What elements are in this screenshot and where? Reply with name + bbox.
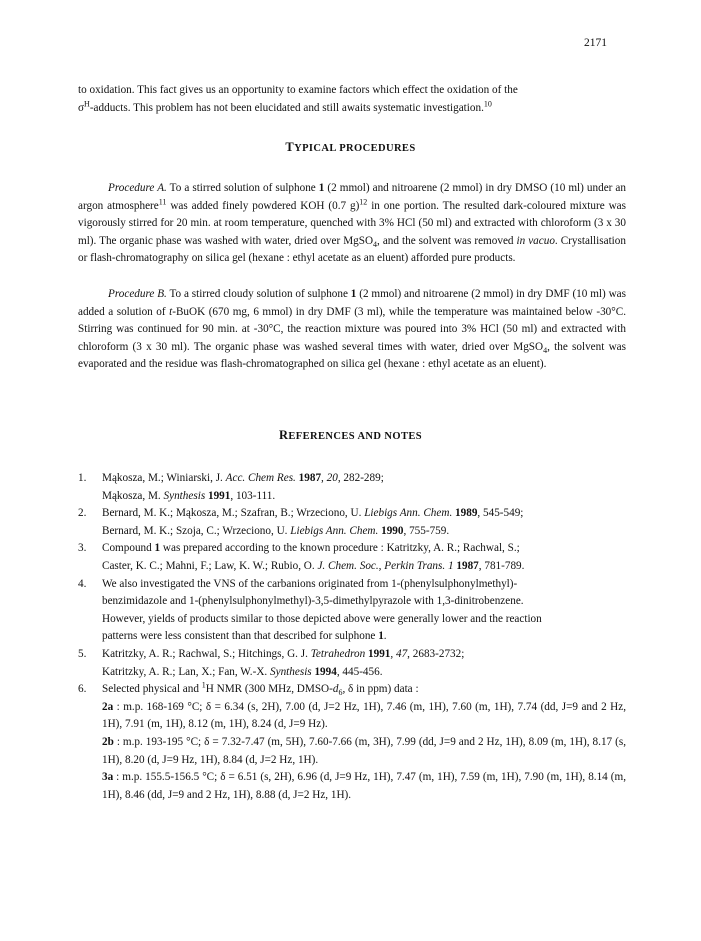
references-list — [78, 470, 626, 804]
heading-rest: EFERENCES AND NOTES — [288, 431, 423, 442]
compound-2a-data: : m.p. 168-169 °C; δ = 6.34 (s, 2H), 7.00 (d, J=2 Hz, 1H), 7.46 (m, 1H), 7.60 (m, 1H), 7.74 (dd, J=9 and 2 Hz, 1H), 7.91 (m, 1H), 8.12 (m, 1H), 8.24 (d, J=9 Hz). — [102, 700, 626, 731]
typical-procedures-heading — [0, 140, 701, 155]
ref-text: We also investigated the VNS of the carbanions originated from 1-(phenylsulphonylmethyl)- — [102, 577, 518, 590]
ref-text: patterns were less consistent than that described for sulphone — [102, 630, 379, 643]
procedure-a-text-6: . Crystallisation or flash-chromatography on silica gel (hexane : ethyl acetate as an eluent) afforded pure products. — [78, 234, 626, 265]
compound-3a-label: 3a — [102, 771, 114, 784]
ref-authors: Mąkosza, M. — [102, 489, 164, 502]
procedure-a-text-2: (2 mmol) and nitroarene (2 mmol) in dry DMSO (10 ml) under an argon atmosphere — [78, 182, 626, 212]
ref-authors: Bernard, M. K.; Mąkosza, M.; Szafran, B.; Wrzeciono, U. — [102, 507, 365, 520]
ref-text: Compound — [102, 542, 155, 555]
ref-text: H NMR (300 MHz, DMSO- — [205, 683, 333, 696]
ref-journal: J. Chem. Soc., Perkin Trans. 1 — [317, 559, 454, 572]
ref-volume: , 47 — [390, 647, 408, 660]
procedure-b-paragraph — [78, 286, 626, 374]
ref-authors: Katritzky, A. R.; Rachwal, S.; Hitchings, G. J. — [102, 647, 311, 660]
reference-item — [78, 540, 626, 575]
ref-journal: Liebigs Ann. Chem. — [364, 507, 453, 520]
intro-paragraph — [78, 82, 626, 117]
ref-journal: Liebigs Ann. Chem. — [290, 524, 379, 537]
ref-pages: , 755-759. — [403, 524, 450, 537]
procedure-b-text-2: (2 mmol) and nitroarene (2 mmol) in dry DMF (10 ml) was added a solution of — [78, 288, 626, 318]
procedure-b-text-1: To a stirred cloudy solution of sulphone — [166, 288, 351, 300]
ref-year: 1987 — [453, 559, 479, 572]
procedure-b-text-4: , the solvent was evaporated and the residue was flash-chromatographed on silica gel (hexane : ethyl acetate as an eluent). — [78, 340, 626, 371]
references-heading — [0, 428, 701, 443]
heading-rest: YPICAL PROCEDURES — [294, 143, 416, 154]
procedure-a-label: Procedure A. — [108, 182, 167, 194]
procedure-a-paragraph — [78, 180, 626, 268]
ref-year: 1989 — [452, 507, 478, 520]
ref-pages: , 103-111. — [230, 489, 276, 502]
reference-item — [78, 470, 626, 505]
reference-item — [78, 576, 626, 646]
ref-pages: , 781-789. — [478, 559, 525, 572]
tert-prefix: t — [169, 305, 173, 318]
heading-initial: R — [278, 428, 289, 442]
subscript-4: 4 — [543, 346, 548, 356]
ref-volume: , 20 — [321, 472, 338, 484]
ref-pages: , 282-289; — [337, 472, 384, 484]
footnote-ref-12: 12 — [359, 196, 368, 206]
procedure-b-label: Procedure B. — [108, 288, 167, 300]
ref-text: , δ in ppm) data : — [342, 683, 419, 696]
compound-3a-data: : m.p. 155.5-156.5 °C; δ = 6.51 (s, 2H), 6.96 (d, J=9 Hz, 1H), 7.47 (m, 1H), 7.59 (m, 1H), 7.90 (m, 1H), 8.14 (m, 1H), 8.46 (dd, J=9 and 2 Hz, 1H), 8.88 (d, J=2 Hz, 1H). — [102, 771, 626, 801]
ref-text: However, yields of products similar to those depicted above were generally lower and the reaction — [102, 612, 542, 625]
sigma-superscript: H — [84, 98, 90, 108]
ref-pages: , 2683-2732; — [407, 647, 465, 660]
superscript-1: 1 — [201, 680, 206, 690]
sigma-symbol: σ — [78, 101, 85, 114]
ref-year: 1987 — [295, 472, 322, 484]
deuterium-d: d — [332, 683, 339, 696]
compound-2a-label: 2a — [102, 700, 114, 713]
ref-pages: , 545-549; — [477, 507, 524, 520]
intro-line-2: -adducts. This problem has not been elucidated and still awaits systematic investigation. — [89, 101, 484, 114]
compound-ref: 1 — [318, 182, 325, 194]
subscript-6: 6 — [338, 688, 343, 698]
ref-pages: , 445-456. — [336, 665, 383, 678]
compound-2b-data: : m.p. 193-195 °C; δ = 7.32-7.47 (m, 5H), 7.60-7.66 (m, 3H), 7.99 (dd, J=9 and 2 Hz, 1H), 8.09 (m, 1H), 8.17 (s, 1H), 8.20 (d, J=9 Hz, 1H), 8.84 (d, J=2 Hz, 1H). — [102, 735, 626, 766]
ref-journal: Tetrahedron — [310, 647, 366, 660]
procedure-a-text-1: To a stirred solution of sulphone — [166, 182, 319, 194]
ref-authors: Mąkosza, M.; Winiarski, J. — [102, 472, 226, 484]
ref-year: 1991 — [365, 647, 391, 660]
ref-journal: Synthesis — [270, 665, 312, 678]
page-number: 2171 — [584, 37, 607, 49]
reference-item — [78, 681, 626, 804]
ref-text: Selected physical and — [102, 683, 202, 696]
compound-ref: 1 — [350, 288, 357, 300]
ref-text: was prepared according to the known procedure : Katritzky, A. R.; Rachwal, S.; — [160, 542, 520, 555]
reference-item — [78, 646, 626, 681]
ref-year: 1990 — [378, 524, 404, 537]
heading-initial: T — [285, 140, 295, 154]
in-vacuo: in vacuo — [516, 234, 555, 247]
reference-number: 6. — [78, 683, 87, 696]
ref-journal: Synthesis — [163, 489, 206, 502]
ref-authors: Bernard, M. K.; Szoja, C.; Wrzeciono, U. — [102, 524, 291, 537]
reference-number: 1. — [78, 472, 87, 484]
intro-line-1: to oxidation. This fact gives us an opportunity to examine factors which effect the oxidation of the — [78, 84, 518, 96]
reference-number: 2. — [78, 507, 87, 520]
ref-year: 1994 — [311, 665, 337, 678]
reference-number: 5. — [78, 647, 87, 660]
reference-number: 3. — [78, 542, 87, 555]
compound-2b-label: 2b — [102, 735, 114, 748]
reference-number: 4. — [78, 577, 87, 590]
procedure-a-text-5: , and the solvent was removed — [377, 234, 517, 247]
ref-year: 1991 — [205, 489, 231, 502]
subscript-4: 4 — [373, 240, 378, 250]
compound-ref: 1 — [154, 542, 161, 555]
procedure-b-text-3: -BuOK (670 mg, 6 mmol) in dry DMF (3 ml), while the temperature was maintained below -30°C. Stirring was continued for 90 min. at -30°C, the reaction mixture was poured into 3% HCl (50 ml) and extracted with chloroform (3 x 30 ml). The organic phase was washed several times with water, dried over MgSO — [78, 305, 626, 353]
ref-authors: Caster, K. C.; Mahni, F.; Law, K. W.; Rubio, O. — [102, 559, 318, 572]
reference-item — [78, 505, 626, 540]
footnote-ref-11: 11 — [158, 196, 167, 206]
procedure-a-text-3: was added finely powdered KOH (0.7 g) — [166, 199, 360, 212]
ref-text: . — [383, 630, 387, 643]
procedure-a-text-4: in one portion. The resulted dark-coloured mixture was vigorously stirred for 20 min. at room temperature, quenched with 3% HCl (50 ml) and extracted with chloroform (3 x 30 ml). The organic phase was washed with water, dried over MgSO — [78, 199, 626, 247]
ref-authors: Katritzky, A. R.; Lan, X.; Fan, W.-X. — [102, 665, 271, 678]
compound-ref: 1 — [378, 630, 384, 643]
ref-journal: Acc. Chem Res. — [225, 472, 296, 484]
ref-text: benzimidazole and 1-(phenylsulphonylmethyl)-3,5-dimethylpyrazole with 1,3-dinitrobenzene. — [102, 595, 524, 608]
footnote-ref-10: 10 — [483, 98, 492, 108]
